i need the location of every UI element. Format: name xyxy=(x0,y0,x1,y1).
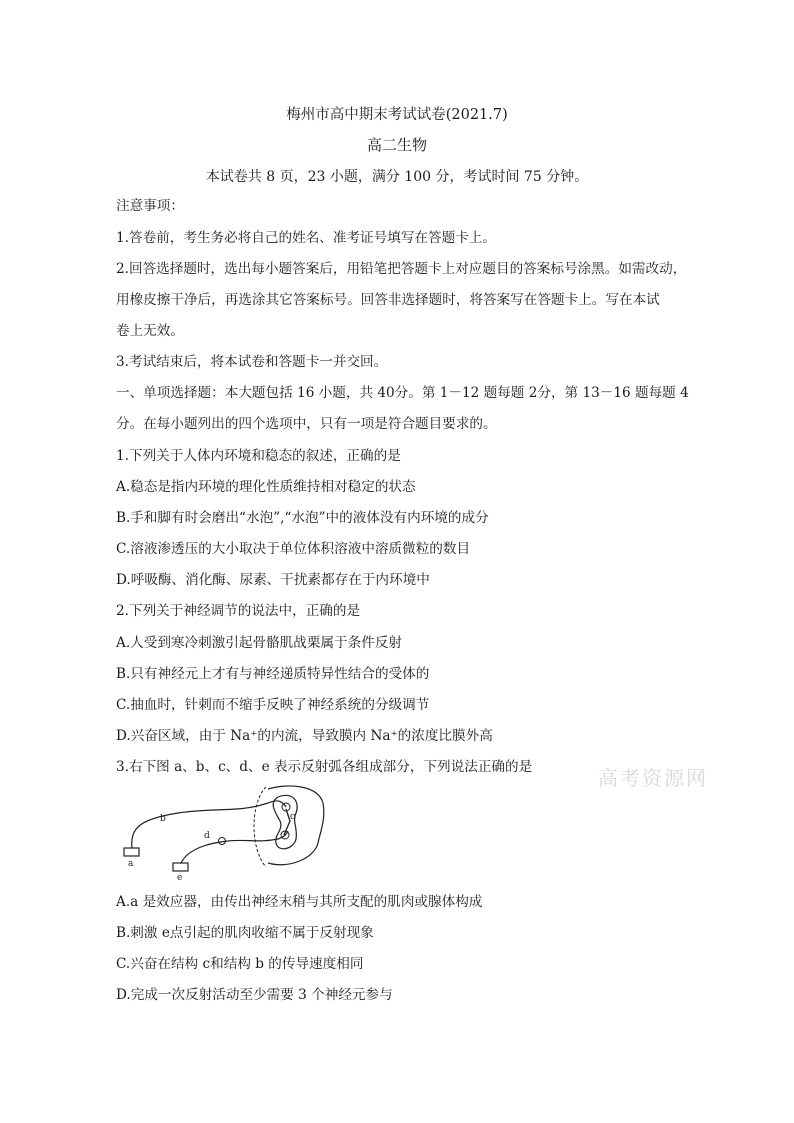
nerve-d xyxy=(181,831,288,863)
label-b: b xyxy=(160,814,166,824)
question-1-option-a: A.稳态是指内环境的理化性质维持相对稳定的状态 xyxy=(116,479,416,495)
question-3-option-b: B.刺激 e点引起的肌肉收缩不属于反射现象 xyxy=(116,925,374,941)
spinal-cord-boundary xyxy=(254,787,266,867)
notes-heading: 注意事项： xyxy=(116,198,184,214)
question-3-option-a: A.a 是效应器，由传出神经末稍与其所支配的肌肉或腺体构成 xyxy=(116,894,483,910)
note-1: 1.答卷前，考生务必将自己的姓名、准考证号填写在答题卡上。 xyxy=(116,230,496,246)
watermark: 高考资源网 xyxy=(598,766,708,790)
note-2-line-2: 用橡皮擦干净后，再选涂其它答案标号。回答非选择题时，将答案写在答题卡上。写在本试 xyxy=(116,292,660,308)
question-3-option-c: C.兴奋在结构 c和结构 b 的传导速度相同 xyxy=(116,956,364,972)
note-3: 3.考试结束后，将本试卷和答题卡一并交回。 xyxy=(116,354,388,370)
question-2-option-c: C.抽血时，针刺而不缩手反映了神经系统的分级调节 xyxy=(116,697,430,713)
structure-e-box xyxy=(173,863,188,871)
question-1-option-d: D.呼吸酶、消化酶、尿素、干扰素都存在于内环境中 xyxy=(116,572,430,588)
question-2-option-a: A.人受到寒冷刺激引起骨骼肌战栗属于条件反射 xyxy=(116,635,403,651)
section-1-line-2: 分。在每小题列出的四个选项中，只有一项是符合题目要求的。 xyxy=(116,416,497,432)
note-2-line-3: 卷上无效。 xyxy=(116,323,184,339)
question-2-stem: 2.下列关于神经调节的说法中，正确的是 xyxy=(116,603,361,619)
question-1-stem: 1.下列关于人体内环境和稳态的叙述，正确的是 xyxy=(116,448,401,464)
question-1-option-b: B.手和脚有时会磨出“水泡”,“水泡”中的液体没有内环境的成分 xyxy=(116,510,489,526)
question-3-option-d: D.完成一次反射活动至少需要 3 个神经元参与 xyxy=(116,987,393,1003)
exam-title: 梅州市高中期末考试试卷(2021.7) xyxy=(286,107,508,123)
note-2-line-1: 2.回答选择题时，选出每小题答案后，用铅笔把答题卡上对应题目的答案标号涂黑。如需改动， xyxy=(116,261,687,277)
structure-a-box xyxy=(124,848,139,856)
reflex-arc-figure xyxy=(118,783,328,883)
label-c: c xyxy=(290,812,296,822)
label-d: d xyxy=(204,831,210,841)
section-1-line-1: 一、单项选择题：本大题包括 16 小题，共 40分。第 1－12 题每题 2分，第 13－16 题每题 4 xyxy=(116,385,689,401)
question-3-stem: 3.右下图 a、b、c、d、e 表示反射弧各组成部分，下列说法正确的是 xyxy=(116,759,533,775)
label-a: a xyxy=(128,859,134,869)
label-e: e xyxy=(177,873,183,883)
question-2-option-d: D.兴奋区域，由于 Na⁺的内流，导致膜内 Na⁺的浓度比膜外高 xyxy=(116,728,493,744)
exam-subject: 高二生物 xyxy=(366,136,427,154)
question-1-option-c: C.溶液渗透压的大小取决于单位体积溶液中溶质微粒的数目 xyxy=(116,541,471,557)
exam-intro: 本试卷共 8 页，23 小题，满分 100 分，考试时间 75 分钟。 xyxy=(205,169,589,185)
question-2-option-b: B.只有神经元上才有与神经递质特异性结合的受体的 xyxy=(116,666,430,682)
